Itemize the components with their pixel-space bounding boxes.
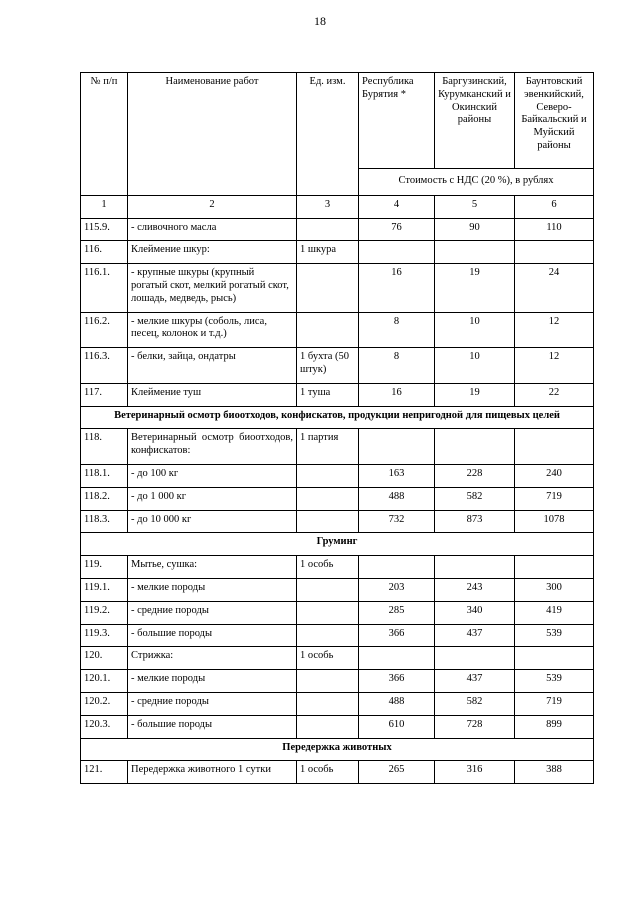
row-unit <box>297 715 359 738</box>
row-price-bkor: 340 <box>435 601 515 624</box>
row-number: 120. <box>81 647 128 670</box>
row-name: Передержка животного 1 сутки <box>128 761 297 784</box>
row-unit <box>297 218 359 241</box>
header-col-bsev: Баунтовский эвенкийский, Северо-Байкальский и Муйский районы <box>515 73 594 169</box>
row-number: 118.3. <box>81 510 128 533</box>
row-price-bkor: 582 <box>435 487 515 510</box>
table-row <box>81 312 594 348</box>
row-price-rb: 16 <box>359 264 435 312</box>
col-number: 2 <box>128 195 297 218</box>
row-number: 117. <box>81 383 128 406</box>
table-row <box>81 464 594 487</box>
row-number: 118.1. <box>81 464 128 487</box>
row-price-rb <box>359 241 435 264</box>
price-table <box>80 72 594 784</box>
row-unit <box>297 624 359 647</box>
row-price-bsev: 539 <box>515 670 594 693</box>
row-price-bsev: 240 <box>515 464 594 487</box>
row-price-rb: 203 <box>359 578 435 601</box>
table-row <box>81 264 594 312</box>
row-price-rb: 488 <box>359 487 435 510</box>
row-price-bsev: 419 <box>515 601 594 624</box>
row-name: - мелкие породы <box>128 578 297 601</box>
row-unit <box>297 692 359 715</box>
header-num: № п/п <box>81 73 128 196</box>
col-number: 4 <box>359 195 435 218</box>
row-price-rb <box>359 556 435 579</box>
row-price-rb: 265 <box>359 761 435 784</box>
row-unit: 1 туша <box>297 383 359 406</box>
row-name: Клеймение туш <box>128 383 297 406</box>
row-unit: 1 бухта (50 штук) <box>297 348 359 384</box>
row-name: - до 1 000 кг <box>128 487 297 510</box>
row-price-rb: 610 <box>359 715 435 738</box>
page-number: 18 <box>314 14 326 28</box>
table-row <box>81 487 594 510</box>
header-name: Наименование работ <box>128 73 297 196</box>
table-row <box>81 692 594 715</box>
row-name: Клеймение шкур: <box>128 241 297 264</box>
column-numbers-row <box>81 195 594 218</box>
table-row <box>81 218 594 241</box>
row-unit <box>297 312 359 348</box>
row-unit: 1 особь <box>297 647 359 670</box>
row-price-bkor: 873 <box>435 510 515 533</box>
row-name: - большие породы <box>128 715 297 738</box>
row-number: 116. <box>81 241 128 264</box>
row-price-rb: 366 <box>359 670 435 693</box>
row-number: 119. <box>81 556 128 579</box>
header-col-bkor: Баргузинский, Курумканский и Окинский районы <box>435 73 515 169</box>
row-price-rb: 8 <box>359 312 435 348</box>
row-number: 116.1. <box>81 264 128 312</box>
row-price-rb <box>359 647 435 670</box>
row-name: Ветеринарный осмотр биоотходов, конфискатов: <box>128 429 297 465</box>
row-unit: 1 партия <box>297 429 359 465</box>
row-name: Мытье, сушка: <box>128 556 297 579</box>
row-price-bkor <box>435 241 515 264</box>
row-price-bkor: 19 <box>435 264 515 312</box>
table-row <box>81 647 594 670</box>
row-number: 118. <box>81 429 128 465</box>
row-price-bsev: 1078 <box>515 510 594 533</box>
section-row <box>81 738 594 761</box>
row-price-rb: 285 <box>359 601 435 624</box>
row-name: - большие породы <box>128 624 297 647</box>
row-name: - сливочного масла <box>128 218 297 241</box>
row-name: - средние породы <box>128 692 297 715</box>
row-price-bsev: 300 <box>515 578 594 601</box>
row-number: 115.9. <box>81 218 128 241</box>
row-price-rb: 163 <box>359 464 435 487</box>
table-row <box>81 510 594 533</box>
row-name: - мелкие шкуры (соболь, лиса, песец, колонок и т.д.) <box>128 312 297 348</box>
table-row <box>81 383 594 406</box>
row-number: 120.3. <box>81 715 128 738</box>
row-price-rb: 16 <box>359 383 435 406</box>
row-unit <box>297 510 359 533</box>
row-number: 120.2. <box>81 692 128 715</box>
row-price-bkor: 437 <box>435 670 515 693</box>
row-name: - средние породы <box>128 601 297 624</box>
row-price-bsev <box>515 647 594 670</box>
row-name: - до 100 кг <box>128 464 297 487</box>
row-unit <box>297 464 359 487</box>
row-price-rb: 8 <box>359 348 435 384</box>
row-name: Стрижка: <box>128 647 297 670</box>
row-unit: 1 особь <box>297 556 359 579</box>
row-price-bsev: 12 <box>515 312 594 348</box>
section-title-boarding: Передержка животных <box>81 738 594 761</box>
row-price-bsev: 24 <box>515 264 594 312</box>
row-unit <box>297 578 359 601</box>
row-number: 120.1. <box>81 670 128 693</box>
header-row <box>81 73 594 169</box>
row-price-bsev <box>515 556 594 579</box>
row-number: 119.2. <box>81 601 128 624</box>
row-name: - белки, зайца, ондатры <box>128 348 297 384</box>
row-price-bsev <box>515 241 594 264</box>
row-price-bsev: 539 <box>515 624 594 647</box>
row-name: - крупные шкуры (крупный рогатый скот, мелкий рогатый скот, лошадь, медведь, рысь) <box>128 264 297 312</box>
row-unit <box>297 487 359 510</box>
table-row <box>81 578 594 601</box>
row-price-rb: 488 <box>359 692 435 715</box>
col-number: 6 <box>515 195 594 218</box>
row-price-rb: 366 <box>359 624 435 647</box>
section-row <box>81 406 594 429</box>
row-number: 119.1. <box>81 578 128 601</box>
table-row <box>81 241 594 264</box>
row-price-bkor: 19 <box>435 383 515 406</box>
row-name: - до 10 000 кг <box>128 510 297 533</box>
row-price-bsev: 719 <box>515 692 594 715</box>
row-price-bkor: 228 <box>435 464 515 487</box>
col-number: 3 <box>297 195 359 218</box>
row-price-bsev: 388 <box>515 761 594 784</box>
row-price-bkor: 582 <box>435 692 515 715</box>
section-title-grooming: Груминг <box>81 533 594 556</box>
row-unit: 1 особь <box>297 761 359 784</box>
row-price-bkor <box>435 556 515 579</box>
row-price-bsev: 110 <box>515 218 594 241</box>
row-price-bsev: 22 <box>515 383 594 406</box>
row-price-bkor: 90 <box>435 218 515 241</box>
row-unit <box>297 601 359 624</box>
row-price-bkor: 243 <box>435 578 515 601</box>
row-price-bsev: 12 <box>515 348 594 384</box>
row-price-bsev <box>515 429 594 465</box>
col-number: 5 <box>435 195 515 218</box>
table-row <box>81 601 594 624</box>
row-number: 119.3. <box>81 624 128 647</box>
row-price-bkor: 10 <box>435 312 515 348</box>
table-row <box>81 670 594 693</box>
row-number: 118.2. <box>81 487 128 510</box>
table-row <box>81 761 594 784</box>
section-row <box>81 533 594 556</box>
row-price-bkor: 10 <box>435 348 515 384</box>
table-row <box>81 556 594 579</box>
row-price-bkor <box>435 647 515 670</box>
row-unit: 1 шкура <box>297 241 359 264</box>
row-price-bkor: 728 <box>435 715 515 738</box>
row-price-rb <box>359 429 435 465</box>
row-number: 116.3. <box>81 348 128 384</box>
row-number: 121. <box>81 761 128 784</box>
row-price-bsev: 719 <box>515 487 594 510</box>
row-number: 116.2. <box>81 312 128 348</box>
header-col-rb: Республика Бурятия * <box>359 73 435 169</box>
row-price-bsev: 899 <box>515 715 594 738</box>
table-row <box>81 348 594 384</box>
row-unit <box>297 264 359 312</box>
table-row <box>81 624 594 647</box>
section-title-vet-inspection: Ветеринарный осмотр биоотходов, конфискатов, продукции непригодной для пищевых целей <box>81 406 594 429</box>
row-price-rb: 76 <box>359 218 435 241</box>
row-price-bkor <box>435 429 515 465</box>
row-price-rb: 732 <box>359 510 435 533</box>
row-name: - мелкие породы <box>128 670 297 693</box>
row-unit <box>297 670 359 693</box>
col-number: 1 <box>81 195 128 218</box>
table-row <box>81 715 594 738</box>
cost-caption: Стоимость с НДС (20 %), в рублях <box>359 169 594 196</box>
row-price-bkor: 316 <box>435 761 515 784</box>
row-price-bkor: 437 <box>435 624 515 647</box>
header-unit: Ед. изм. <box>297 73 359 196</box>
table-row <box>81 429 594 465</box>
